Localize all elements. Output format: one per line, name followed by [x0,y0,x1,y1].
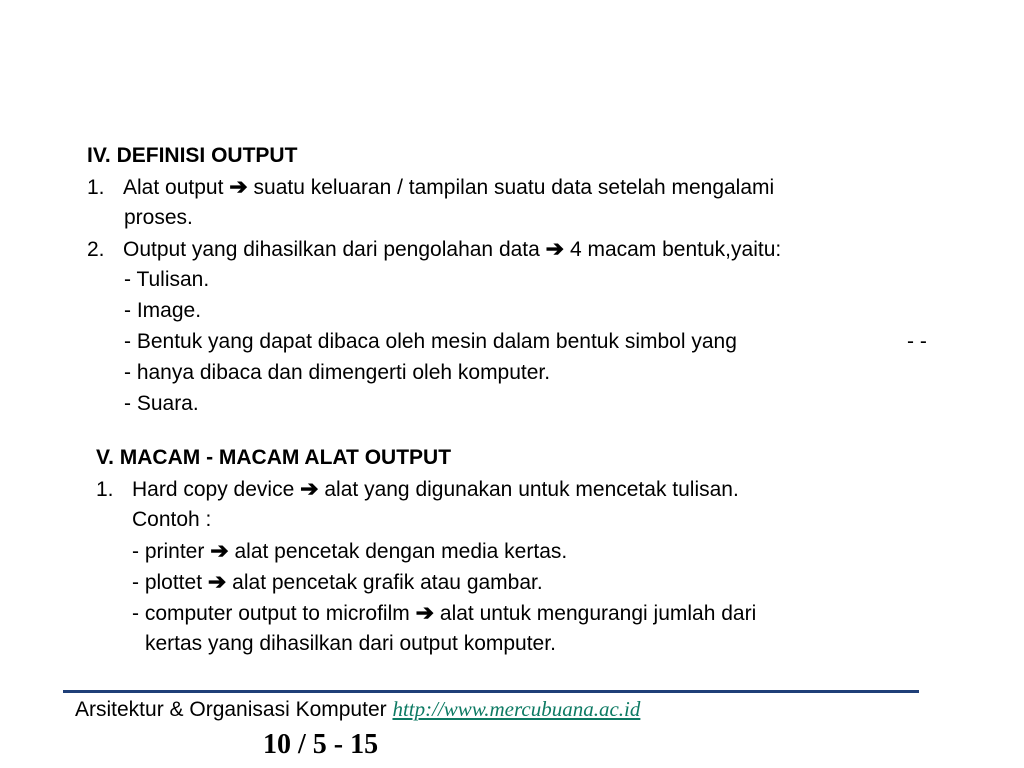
item-text: alat yang digunakan untuk mencetak tulisan. [324,478,739,501]
footer [75,695,640,724]
item-text: Hard copy device [132,478,295,501]
arrow-right-icon: ➔ [229,174,248,199]
item-text: suatu keluaran / tampilan suatu data setelah mengalami [253,176,775,199]
arrow-right-icon: ➔ [300,476,319,501]
university-link[interactable]: http://www.mercubuana.ac.id [392,697,641,721]
arrow-right-icon: ➔ [210,538,229,563]
example-desc: alat pencetak dengan media kertas. [234,540,568,563]
arrow-right-icon: ➔ [207,569,227,594]
footer-divider [63,690,919,693]
section-4-subitem: - Image. [124,299,202,322]
arrow-right-icon: ➔ [545,236,565,261]
item-text: 4 macam bentuk,yaitu: [569,238,782,261]
example-item [132,566,543,597]
item-number: 1. [96,478,114,501]
example-label: Contoh : [132,508,212,531]
example-name: - plottet [132,571,203,594]
example-name: - computer output to microfilm [132,602,410,625]
section-4-subitem: - hanya dibaca dan dimengerti oleh komputer. [124,361,551,384]
item-number: 1. [87,176,105,199]
example-item [132,597,756,628]
section-4-item-1 [87,171,774,202]
example-continuation: kertas yang dihasilkan dari output komputer. [145,632,556,655]
course-name: Arsitektur & Organisasi Komputer [75,698,387,721]
section-4-subitem: - Suara. [124,392,199,415]
section-4-title: IV. DEFINISI OUTPUT [87,144,298,167]
section-4-subitem: - Tulisan. [124,268,210,291]
section-4-item-2 [87,233,781,264]
item-number: 2. [87,238,105,261]
item-text: Output yang dihasilkan dari pengolahan data [123,238,540,261]
example-desc: alat untuk mengurangi jumlah dari [439,602,757,625]
example-item [132,535,567,566]
example-name: - printer [132,540,205,563]
section-4-subitem: - Bentuk yang dapat dibaca oleh mesin dalam bentuk simbol yang [124,330,737,353]
section-5-item-1 [96,473,739,504]
trailing-dashes: - - [907,330,927,353]
section-4-item-1-continuation: proses. [124,206,193,229]
section-5-title: V. MACAM - MACAM ALAT OUTPUT [96,446,452,469]
arrow-right-icon: ➔ [415,600,435,625]
item-text: Alat output [123,176,224,199]
example-desc: alat pencetak grafik atau gambar. [232,571,543,594]
page-number: 10 / 5 - 15 [263,729,379,760]
